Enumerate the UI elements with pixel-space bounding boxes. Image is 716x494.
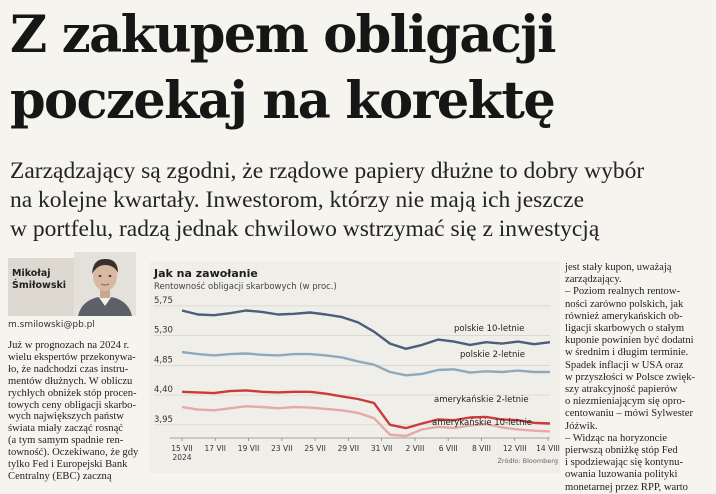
- chart-plot: [150, 262, 560, 473]
- text-line: towność). Oczekiwano, że gdy: [8, 447, 139, 459]
- chart-source: Źródło: Bloomberg: [497, 457, 558, 465]
- text-line: wych największych państw: [8, 411, 124, 423]
- yield-chart: [150, 262, 560, 473]
- y-tick-label: 5,75: [154, 295, 173, 306]
- y-tick-label: 4,40: [154, 385, 173, 396]
- x-tick-label: 6 VIII: [438, 444, 458, 453]
- x-tick-label: 12 VIII: [502, 444, 527, 453]
- lead-line: Zarządzający są zgodni, że rządowe papiery dłużne to dobry wybór: [10, 158, 645, 184]
- text-line: Spadek inflacji w USA oraz: [565, 359, 684, 371]
- text-line: i spodziewając się kontynu-: [565, 457, 683, 469]
- text-line: rychłych obniżek stóp procen-: [8, 387, 137, 399]
- y-tick-label: 3,95: [154, 414, 173, 425]
- article-column-1: [8, 340, 144, 483]
- headline: [10, 2, 710, 134]
- chart-subtitle: Rentowność obligacji skarbowych (w proc.): [154, 282, 337, 292]
- text-line: ło, że nadchodzi czas instru-: [8, 363, 129, 375]
- y-tick-label: 4,85: [154, 355, 173, 366]
- author-first-name: Mikołaj: [12, 268, 51, 279]
- text-line: Centralny (EBC) zaczną: [8, 470, 112, 482]
- series-label: polskie 10-letnie: [454, 324, 525, 334]
- author-name: [12, 268, 66, 292]
- text-line: towych ceny obligacji skarbo-: [8, 399, 136, 411]
- x-tick-label: 19 VII: [237, 444, 260, 453]
- text-line: jest stały kupon, uważają: [565, 262, 672, 273]
- text-line: tylko Fed i Europejski Bank: [8, 459, 128, 471]
- y-tick-label: 5,30: [154, 325, 173, 336]
- headline-line: Z zakupem obligacji: [10, 5, 555, 65]
- author-last-name: Śmiłowski: [12, 280, 67, 291]
- text-line: ligacji skarbowych o stałym: [565, 323, 685, 335]
- x-tick-label: 15 VII: [171, 444, 193, 453]
- x-tick-label: 31 VII: [370, 444, 393, 453]
- lead-line: w portfelu, radzą jednak chwilowo wstrzymać się z inwestycją: [10, 216, 600, 242]
- text-line: Jóźwik.: [565, 420, 598, 432]
- text-line: owania luzowania polityki: [565, 469, 678, 481]
- x-tick-label: 23 VII: [271, 444, 293, 453]
- lead-paragraph: [10, 157, 716, 244]
- text-line: pierwszą obniżkę stóp Fed: [565, 445, 678, 457]
- text-line: wielu ekspertów przekonywa-: [8, 351, 136, 363]
- text-line: w przyszłości w Polsce zwięk-: [565, 371, 696, 383]
- x-tick-label: 14 VIII: [536, 444, 560, 453]
- text-line: w średnim i długim terminie.: [565, 347, 689, 359]
- headline-line: poczekaj na korektę: [10, 71, 555, 131]
- x-tick-label: 2 VIII: [405, 444, 425, 453]
- x-tick-label: 17 VII: [204, 444, 227, 453]
- text-line: zarządzający.: [565, 274, 622, 286]
- series-label: amerykańskie 10-letnie: [432, 418, 533, 428]
- text-line: – Poziom realnych rentow-: [565, 286, 681, 298]
- x-tick-label: 29 VII: [337, 444, 360, 453]
- text-line: o niezmieniającym się opro-: [565, 396, 686, 408]
- series-label: amerykańskie 2-letnie: [434, 395, 529, 405]
- text-line: Już w prognozach na 2024 r.: [8, 340, 130, 351]
- text-line: – Widząc na horyzoncie: [565, 432, 668, 444]
- chart-background: [150, 262, 560, 473]
- x-tick-label: 8 VIII: [471, 444, 491, 453]
- text-line: kuponie powinien być dodatni: [565, 335, 694, 347]
- x-tick-year: 2024: [172, 453, 192, 462]
- text-line: ności zarówno polskich, jak: [565, 298, 684, 310]
- article-column-3: [565, 262, 711, 494]
- text-line: szy atrakcyjność papierów: [565, 384, 678, 396]
- text-line: również amerykańskich ob-: [565, 310, 683, 322]
- chart-title: Jak na zawołanie: [154, 267, 258, 280]
- author-email: m.smilowski@pb.pl: [8, 320, 95, 330]
- text-line: świata miały zacząć rosnąć: [8, 423, 123, 435]
- x-tick-label: 25 VII: [304, 444, 326, 453]
- text-line: mentów dłużnych. W obliczu: [8, 375, 133, 387]
- text-line: centowaniu – mówi Sylwester: [565, 408, 693, 420]
- series-label: polskie 2-letnie: [460, 350, 525, 360]
- author-photo: [74, 252, 136, 316]
- text-line: (a tym samym spadnie ren-: [8, 435, 124, 447]
- text-line: monetarnej przez RPP, warto: [565, 481, 688, 493]
- lead-line: na kolejne kwartały. Inwestorom, którzy nie mają ich jeszcze: [10, 187, 584, 213]
